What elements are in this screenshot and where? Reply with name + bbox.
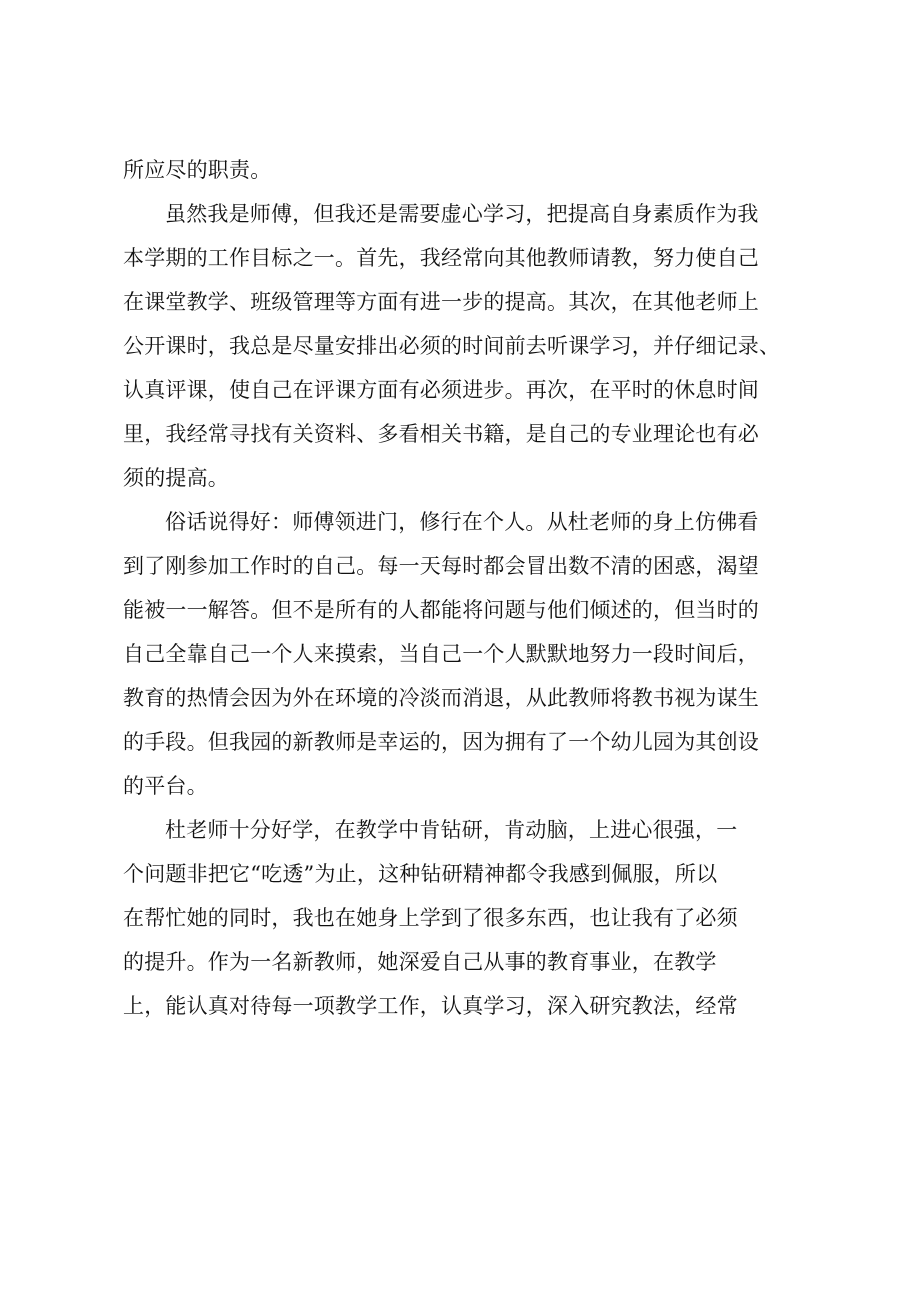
- text-line: 教育的热情会因为外在环境的冷淡而消退，从此教师将教书视为谋生: [123, 686, 759, 710]
- text-line: 个问题非把它“吃透”为止，这种钻研精神都令我感到佩服，所以: [123, 862, 718, 886]
- text-line: 虽然我是师傅，但我还是需要虚心学习，把提高自身素质作为我: [165, 202, 759, 226]
- text-line: 的提升。作为一名新教师，她深爱自己从事的教育事业，在教学: [123, 950, 717, 974]
- text-line: 公开课时，我总是尽量安排出必须的时间前去听课学习，并仔细记录、: [123, 334, 781, 358]
- text-line: 须的提高。: [123, 466, 229, 490]
- text-line: 所应尽的职责。: [123, 158, 272, 182]
- text-line: 俗话说得好：师傅领进门，修行在个人。从杜老师的身上仿佛看: [165, 510, 759, 534]
- text-line: 自己全靠自己一个人来摸索，当自己一个人默默地努力一段时间后，: [123, 642, 759, 666]
- text-line: 的平台。: [123, 774, 208, 798]
- text-line: 里，我经常寻找有关资料、多看相关书籍，是自己的专业理论也有必: [123, 422, 759, 446]
- text-line: 本学期的工作目标之一。首先，我经常向其他教师请教，努力使自己: [123, 246, 759, 270]
- text-line: 的手段。但我园的新教师是幸运的，因为拥有了一个幼儿园为其创设: [123, 730, 759, 754]
- text-line: 杜老师十分好学，在教学中肯钻研，肯动脑，上进心很强，一: [165, 818, 738, 842]
- text-line: 上，能认真对待每一项教学工作，认真学习，深入研究教法，经常: [123, 994, 738, 1018]
- text-line: 在课堂教学、班级管理等方面有进一步的提高。其次，在其他老师上: [123, 290, 759, 314]
- text-line: 到了刚参加工作时的自己。每一天每时都会冒出数不清的困惑，渴望: [123, 554, 759, 578]
- text-line: 在帮忙她的同时，我也在她身上学到了很多东西，也让我有了必须: [123, 906, 738, 930]
- text-line: 认真评课，使自己在评课方面有必须进步。再次，在平时的休息时间: [123, 378, 759, 402]
- text-line: 能被一一解答。但不是所有的人都能将问题与他们倾述的，但当时的: [123, 598, 759, 622]
